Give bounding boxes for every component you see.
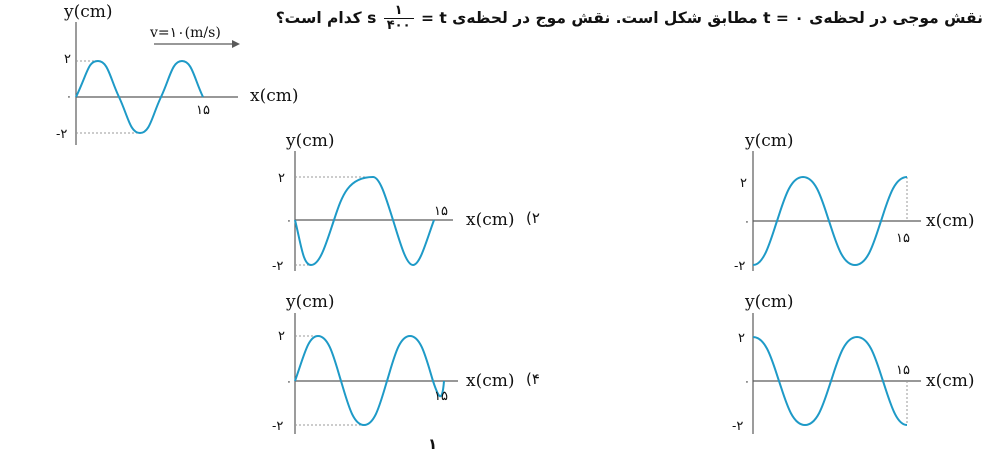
- fraction-denominator: ۴۰۰: [386, 18, 411, 33]
- y-zero-label: ۰: [744, 215, 750, 228]
- y-max-label: ۲: [278, 329, 285, 344]
- time-fraction: [384, 4, 414, 33]
- y-zero-label: ۰: [66, 90, 72, 103]
- choice-number-2: (۲: [526, 209, 540, 227]
- velocity-label: v=۱۰(m/s): [150, 25, 221, 41]
- x-axis-label: x(cm): [250, 86, 299, 106]
- arrow-head-icon: [232, 40, 240, 48]
- x-end-label: ۱۵: [434, 389, 448, 404]
- y-min-label: -۲: [272, 419, 284, 434]
- y-axis-label: y(cm): [745, 292, 794, 312]
- y-min-label: -۲: [56, 127, 68, 142]
- y-min-label: -۲: [272, 259, 284, 274]
- y-axis-label: y(cm): [64, 2, 113, 22]
- wave-curve: [295, 177, 434, 265]
- next-fraction-stub: ۱: [428, 435, 438, 453]
- x-end-label: ۱۵: [896, 363, 910, 378]
- option-2-graph: [268, 128, 528, 278]
- y-axis-label: y(cm): [286, 131, 335, 151]
- y-zero-label: ۰: [744, 375, 750, 388]
- option-4-graph: [268, 288, 528, 438]
- choice-number-4: (۴: [526, 370, 540, 388]
- fraction-numerator: ۱: [384, 4, 414, 19]
- option-1-graph: [726, 128, 983, 278]
- y-zero-label: ۰: [286, 214, 292, 227]
- question-part1: نقش موجی در لحظه‌ی ۰ = t مطابق شکل است. نقش موج در لحظه‌ی s: [367, 9, 983, 27]
- x-axis-label: x(cm): [926, 371, 975, 391]
- y-axis-label: y(cm): [286, 292, 335, 312]
- y-axis-label: y(cm): [745, 131, 794, 151]
- x-end-label: ۱۵: [896, 231, 910, 246]
- x-end-label: ۱۵: [434, 204, 448, 219]
- y-zero-label: ۰: [286, 375, 292, 388]
- option-3-graph: [726, 288, 983, 438]
- x-axis-label: x(cm): [926, 211, 975, 231]
- question-text: [263, 4, 983, 48]
- y-max-label: ۲: [740, 176, 747, 191]
- y-min-label: -۲: [734, 259, 746, 274]
- y-max-label: ۲: [64, 52, 71, 67]
- x-axis-label: x(cm): [466, 210, 515, 230]
- y-min-label: -۲: [732, 419, 744, 434]
- y-max-label: ۲: [738, 331, 745, 346]
- question-part2: = t کدام است؟: [275, 9, 447, 27]
- y-max-label: ۲: [278, 171, 285, 186]
- x-axis-label: x(cm): [466, 371, 515, 391]
- x-end-label: ۱۵: [196, 103, 210, 118]
